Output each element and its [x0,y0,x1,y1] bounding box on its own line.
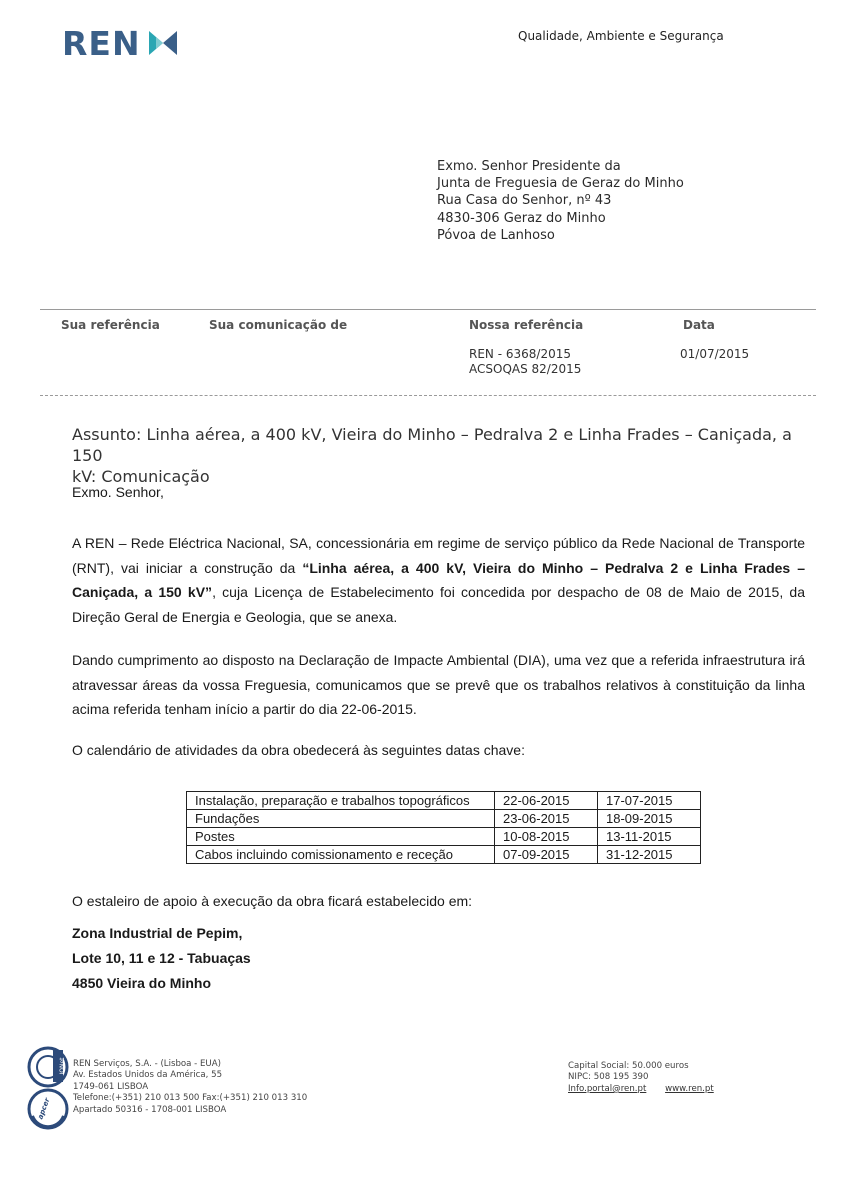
footer-links [568,1084,714,1095]
activity-cell: Cabos incluindo comissionamento e receção [187,846,495,864]
activity-cell: Fundações [187,810,495,828]
recipient-address [437,158,684,244]
start-date-cell: 10-08-2015 [495,828,598,846]
paragraph-intro [72,531,805,629]
end-date-cell: 18-09-2015 [598,810,701,828]
site-address-line: Lote 10, 11 e 12 - Tabuaças [72,950,251,966]
apcer-text: apcer [36,1096,52,1121]
paragraph-calendar-intro: O calendário de atividades da obra obedecerá às seguintes datas chave: [72,742,525,758]
footer-company-info [568,1061,714,1095]
activity-cell: Instalação, preparação e trabalhos topográficos [187,792,495,810]
subject-line: Assunto: Linha aérea, a 400 kV, Vieira do Minho – Pedralva 2 e Linha Frades – Caniçada, a 150 [72,425,792,465]
logo-wordmark: REN [62,23,141,63]
address-line: Rua Casa do Senhor, nº 43 [437,193,612,209]
data-label: Data [683,318,715,332]
footer-address-line: Apartado 50316 - 1708-001 LISBOA [73,1104,227,1115]
address-line: 4830-306 Geraz do Minho [437,210,606,226]
website-link[interactable]: www.ren.pt [665,1083,714,1094]
footer-address-line: Telefone:(+351) 210 013 500 Fax:(+351) 210 013 310 [73,1093,308,1104]
paragraph-text: A REN – Rede Eléctrica Nacional, SA, concessionária em regime de serviço público da Rede Nacional de Transporte (RNT), vai iniciar a construção da [72,535,805,576]
site-address-line: 4850 Vieira do Minho [72,975,212,991]
sua-comunicacao-label: Sua comunicação de [209,318,348,332]
activity-cell: Postes [187,828,495,846]
table-row [187,792,701,810]
department-name: Qualidade, Ambiente e Segurança [518,29,724,43]
paragraph-text: , cuja Licença de Estabelecimento foi concedida por despacho de 08 de Maio de 2015, da Direção Geral de Energia e Geologia, que se anexa. [72,584,805,625]
certification-logo-icon [26,1046,70,1132]
subject [72,424,812,487]
footer-address-line: 1749-061 LISBOA [73,1081,149,1092]
nossa-referencia-label: Nossa referência [469,318,584,332]
data-value: 01/07/2015 [680,347,750,361]
end-date-cell: 31-12-2015 [598,846,701,864]
sua-referencia-label: Sua referência [61,318,160,332]
end-date-cell: 17-07-2015 [598,792,701,810]
nossa-referencia-value: ACSOQAS 82/2015 [469,362,582,376]
nossa-referencia-value: REN - 6368/2015 [469,347,571,361]
nipc: NIPC: 508 195 390 [568,1072,649,1083]
end-date-cell: 13-11-2015 [598,828,701,846]
address-line: Exmo. Senhor Presidente da [437,159,621,174]
footer-address-line: Av. Estados Unidos da América, 55 [73,1070,223,1081]
ren-logo [62,23,179,63]
salutation: Exmo. Senhor, [72,484,164,500]
table-row [187,846,701,864]
project-name: “Linha aérea, a 400 kV, Vieira do Minho – Pedralva 2 e Linha Frades – Caniçada, a 150 kV” [72,559,805,600]
iqnet-text: IQNet [59,1057,66,1075]
table-row [187,810,701,828]
capital-social: Capital Social: 50.000 euros [568,1061,689,1071]
reference-top-rule [40,309,816,310]
footer-address [73,1059,307,1116]
paragraph-site-intro: O estaleiro de apoio à execução da obra ficará estabelecido em: [72,893,473,909]
footer-address-line: REN Serviços, S.A. - (Lisboa - EUA) [73,1059,221,1069]
address-line: Póvoa de Lanhoso [437,227,555,243]
ren-bowtie-icon [147,29,179,57]
address-line: Junta de Freguesia de Geraz do Minho [437,176,684,192]
schedule-table [186,791,701,864]
email-link[interactable]: Info.portal@ren.pt [568,1083,647,1094]
start-date-cell: 07-09-2015 [495,846,598,864]
subject-line: kV: Comunicação [72,467,210,486]
table-row [187,828,701,846]
start-date-cell: 23-06-2015 [495,810,598,828]
start-date-cell: 22-06-2015 [495,792,598,810]
reference-bottom-rule [40,395,816,396]
paragraph-dia: Dando cumprimento ao disposto na Declaração de Impacte Ambiental (DIA), uma vez que a referida infraestrutura irá atravessar áreas da vossa Freguesia, comunicamos que se prevê que os trabalhos relativos à constituição da linha acima referida tenham início a partir do dia 22-06-2015. [72,652,805,717]
site-address-line: Zona Industrial de Pepim, [72,925,243,941]
